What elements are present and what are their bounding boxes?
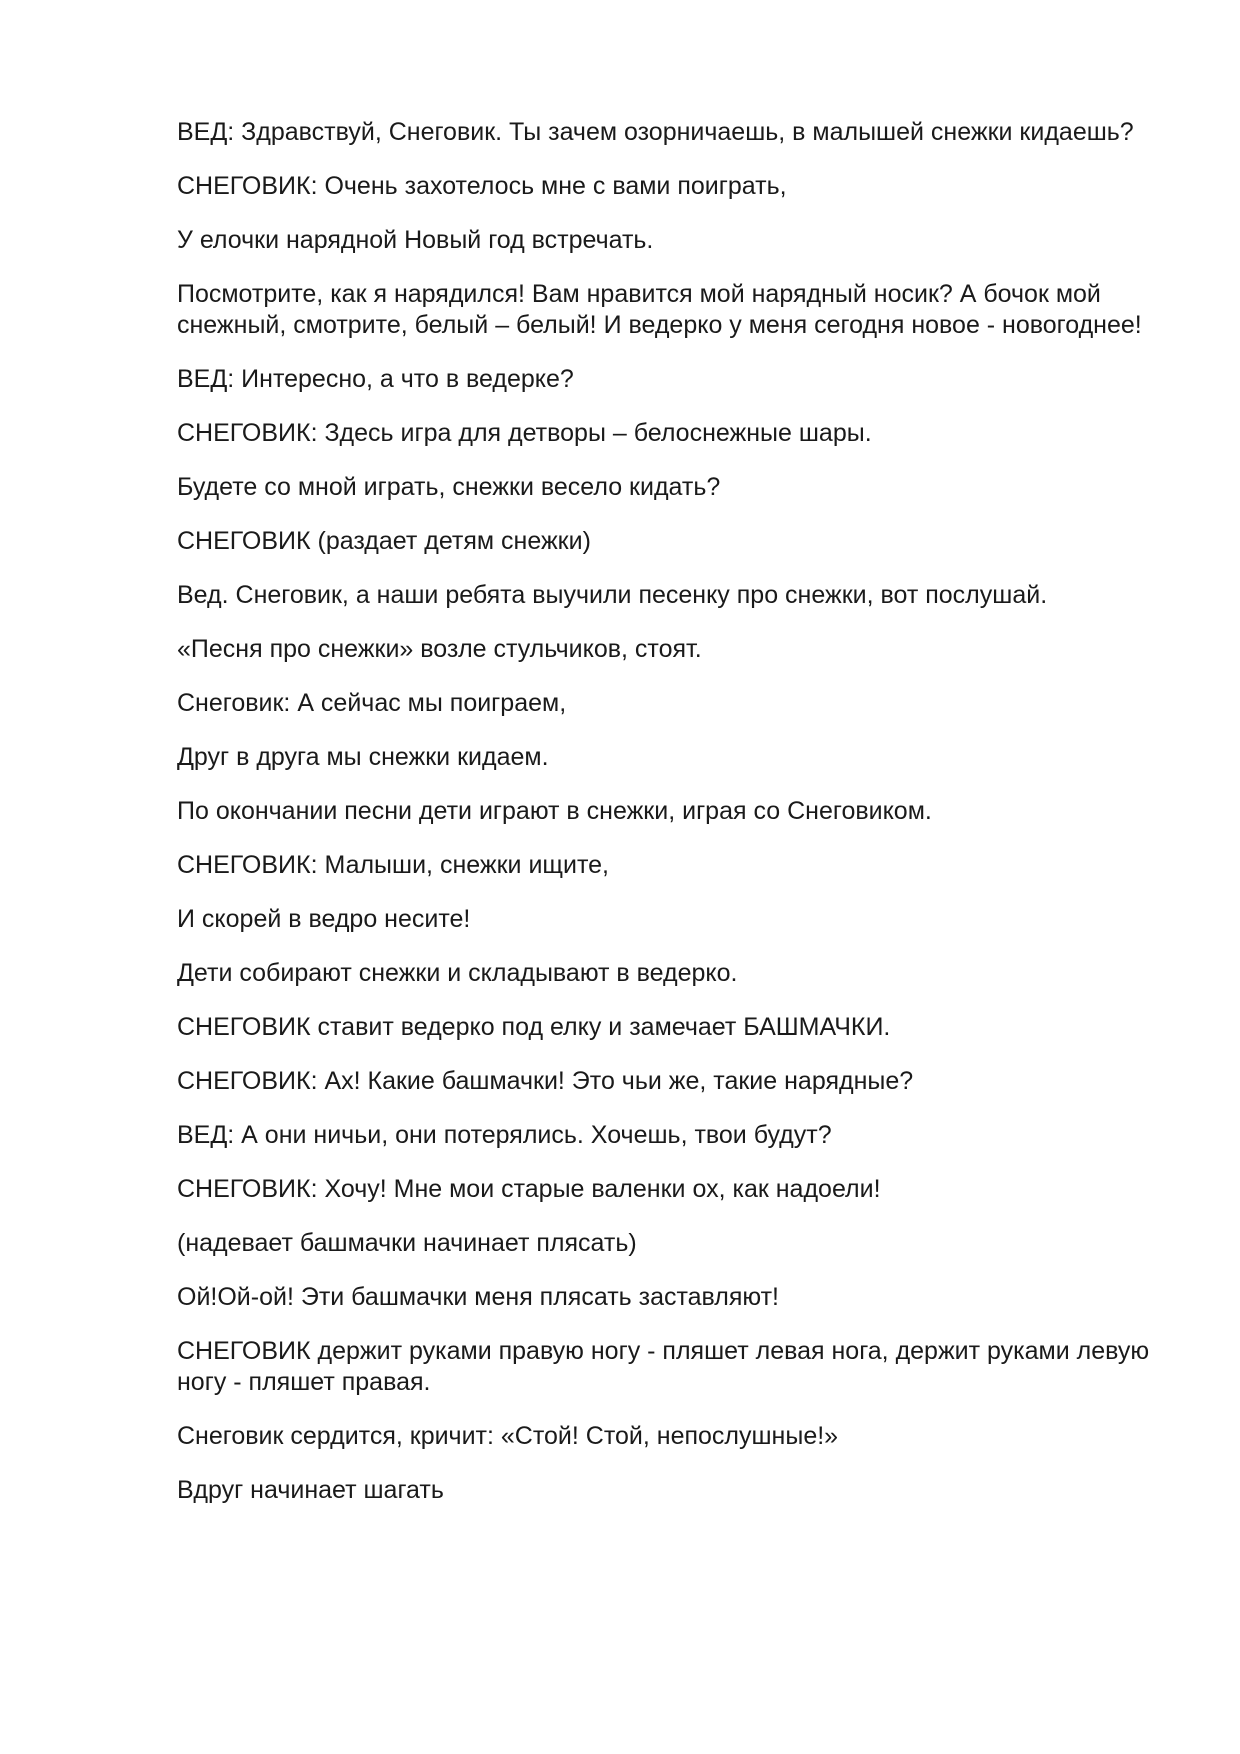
paragraph: СНЕГОВИК: Ах! Какие башмачки! Это чьи же, такие нарядные? (177, 1067, 914, 1095)
paragraph: У елочки нарядной Новый год встречать. (177, 226, 654, 254)
paragraph: СНЕГОВИК: Здесь игра для детворы – белоснежные шары. (177, 419, 872, 447)
paragraph: СНЕГОВИК ставит ведерко под елку и замечает БАШМАЧКИ. (177, 1013, 891, 1041)
paragraph: Ой!Ой-ой! Эти башмачки меня плясать заставляют! (177, 1283, 779, 1311)
paragraph: СНЕГОВИК (раздает детям снежки) (177, 527, 591, 555)
paragraph: «Песня про снежки» возле стульчиков, стоят. (177, 635, 702, 663)
paragraph: По окончании песни дети играют в снежки, играя со Снеговиком. (177, 797, 932, 825)
document-body (177, 117, 1167, 1529)
paragraph: Посмотрите, как я нарядился! Вам нравится мой нарядный носик? А бочок мой снежный, смотрите, белый – белый! И ведерко у меня сегодня новое - новогоднее! (177, 280, 1142, 339)
paragraph: ВЕД: А они ничьи, они потерялись. Хочешь, твои будут? (177, 1121, 832, 1149)
paragraph: СНЕГОВИК: Хочу! Мне мои старые валенки ох, как надоели! (177, 1175, 881, 1203)
paragraph: Дети собирают снежки и складывают в ведерко. (177, 959, 738, 987)
paragraph: Снеговик сердится, кричит: «Стой! Стой, непослушные!» (177, 1422, 839, 1450)
paragraph: И скорей в ведро несите! (177, 905, 471, 933)
paragraph: ВЕД: Интересно, а что в ведерке? (177, 365, 574, 393)
paragraph: Вед. Снеговик, а наши ребята выучили песенку про снежки, вот послушай. (177, 581, 1048, 609)
paragraph: СНЕГОВИК: Малыши, снежки ищите, (177, 851, 609, 879)
paragraph: СНЕГОВИК: Очень захотелось мне с вами поиграть, (177, 172, 787, 200)
paragraph: (надевает башмачки начинает плясать) (177, 1229, 637, 1257)
paragraph: Друг в друга мы снежки кидаем. (177, 743, 549, 771)
paragraph: Будете со мной играть, снежки весело кидать? (177, 473, 721, 501)
paragraph: ВЕД: Здравствуй, Снеговик. Ты зачем озорничаешь, в малышей снежки кидаешь? (177, 118, 1134, 146)
paragraph: СНЕГОВИК держит руками правую ногу - пляшет левая нога, держит руками левую ногу - пляшет правая. (177, 1337, 1150, 1396)
paragraph: Вдруг начинает шагать (177, 1476, 444, 1504)
paragraph: Снеговик: А сейчас мы поиграем, (177, 689, 567, 717)
